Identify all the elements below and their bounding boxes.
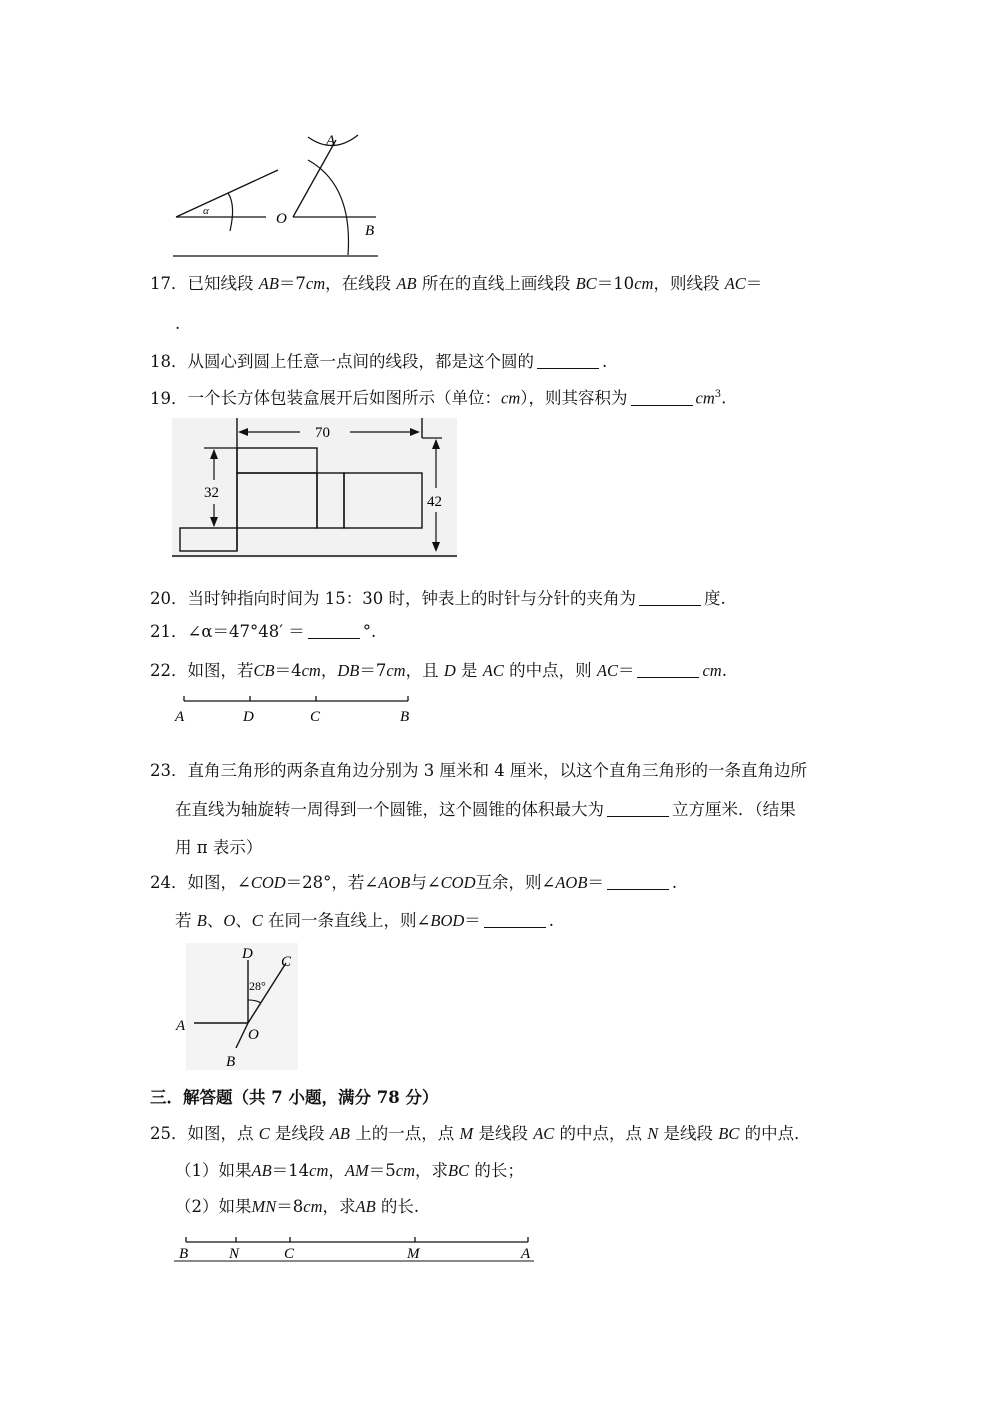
- question-25-part-2: （2）如果MN＝8cm，求AB 的长.: [175, 1197, 420, 1216]
- question-23: 23．直角三角形的两条直角边分别为 3 厘米和 4 厘米，以这个直角三角形的一条直角边所: [150, 761, 807, 780]
- label-m: M: [407, 1246, 420, 1262]
- question-25-part-1: （1）如果AB＝14cm，AM＝5cm，求BC 的长；: [175, 1161, 524, 1180]
- answer-blank-18[interactable]: [537, 352, 599, 369]
- question-24: 24．如图，∠COD＝28°，若∠AOB与∠COD互余，则∠AOB＝ .: [150, 873, 678, 892]
- label-32: 32: [204, 485, 219, 501]
- question-23-line3: 用 π 表示）: [175, 838, 263, 857]
- label-o: O: [248, 1027, 259, 1043]
- arc-ob: [308, 160, 349, 255]
- label-70: 70: [315, 425, 330, 441]
- label-c: C: [284, 1246, 295, 1262]
- question-20: 20．当时钟指向时间为 15：30 时，钟表上的时针与分针的夹角为 度.: [150, 589, 726, 608]
- question-25: 25．如图，点 C 是线段 AB 上的一点，点 M 是线段 AC 的中点，点 N 是线段 BC 的中点．: [150, 1124, 811, 1143]
- label-a: A: [175, 709, 185, 725]
- label-b: B: [226, 1054, 236, 1070]
- answer-blank-22[interactable]: [637, 661, 699, 678]
- question-17: 17．已知线段 AB＝7cm，在线段 AB 所在的直线上画线段 BC＝10cm，则线段 AC＝: [150, 274, 763, 293]
- question-19: 19．一个长方体包装盒展开后如图所示（单位：cm），则其容积为 $cm^3$.: [150, 388, 727, 408]
- label-d: D: [243, 709, 254, 725]
- question-18: 18．从圆心到圆上任意一点间的线段，都是这个圆的 .: [150, 352, 608, 371]
- label-b: B: [400, 709, 410, 725]
- label-angle-28: 28°: [249, 979, 266, 993]
- label-b: B: [365, 223, 375, 239]
- label-a: A: [326, 133, 336, 149]
- label-alpha: α: [203, 205, 209, 217]
- question-21: 21．∠α＝47°48′ ＝ °.: [150, 622, 377, 641]
- answer-blank-20[interactable]: [639, 589, 701, 606]
- ray-left: [176, 170, 278, 217]
- label-42: 42: [427, 494, 442, 510]
- segment-figure-25: [172, 1228, 542, 1266]
- arc-alpha: [228, 193, 233, 231]
- answer-blank-19[interactable]: [631, 389, 693, 406]
- answer-blank-21[interactable]: [308, 622, 360, 639]
- question-22: 22．如图，若CB＝4cm，DB＝7cm，且 D 是 AC 的中点，则 AC＝ cm.: [150, 661, 727, 680]
- label-b: B: [179, 1246, 189, 1262]
- answer-blank-24a[interactable]: [607, 873, 669, 890]
- angle-construction-figure: [168, 125, 388, 260]
- question-17-end: .: [175, 314, 181, 333]
- answer-blank-23[interactable]: [607, 800, 669, 817]
- question-24-line2: 若 B、O、C 在同一条直线上，则∠BOD＝ .: [175, 911, 555, 930]
- segment-figure-22: [172, 690, 417, 728]
- label-c: C: [281, 954, 292, 970]
- label-d: D: [242, 946, 253, 962]
- section-3-title: 三．解答题（共 7 小题，满分 78 分）: [150, 1088, 439, 1107]
- angle-figure-24: [168, 938, 303, 1073]
- label-n: N: [229, 1246, 240, 1262]
- label-a: A: [521, 1246, 531, 1262]
- answer-blank-24b[interactable]: [484, 911, 546, 928]
- question-23-line2: 在直线为轴旋转一周得到一个圆锥，这个圆锥的体积最大为 立方厘米．（结果: [175, 800, 796, 819]
- box-net-figure: [172, 418, 462, 563]
- label-a: A: [176, 1018, 186, 1034]
- label-o: O: [276, 211, 287, 227]
- label-c: C: [310, 709, 321, 725]
